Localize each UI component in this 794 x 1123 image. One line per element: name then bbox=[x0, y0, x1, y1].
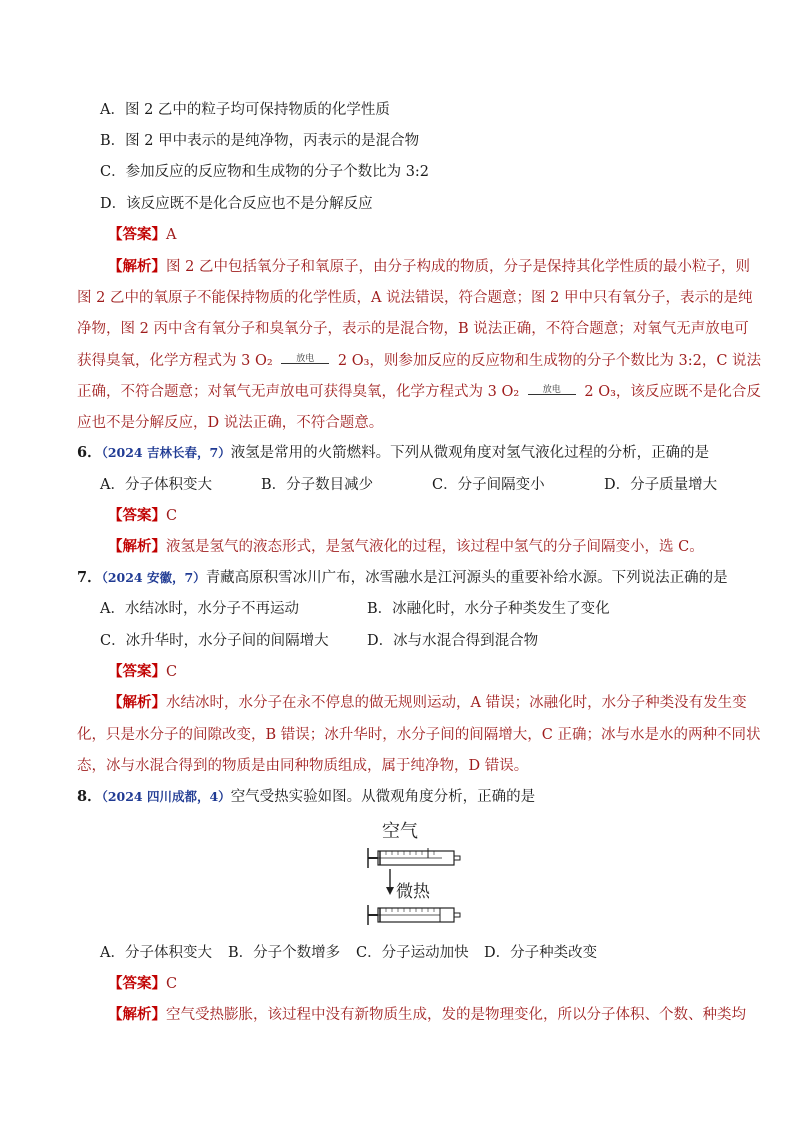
prev-option-b: B．图 2 甲中表示的是纯净物，丙表示的是混合物 bbox=[100, 133, 420, 149]
syringe-figure bbox=[360, 815, 470, 930]
q6-option-c: C．分子间隔变小 bbox=[432, 477, 545, 493]
reaction-arrow bbox=[277, 354, 333, 368]
question-8-stem bbox=[77, 786, 697, 808]
analysis-text: 水结冰时，水分子在永不停息的做无规则运动，A 错误；冰融化时，水分子种类没有发生变 bbox=[166, 695, 747, 711]
q7-option-b: B．冰融化时，水分子种类发生了变化 bbox=[367, 601, 610, 617]
answer-tag: 【答案】 bbox=[108, 663, 166, 680]
prev-answer bbox=[108, 224, 728, 246]
q6-option-d: D．分子质量增大 bbox=[604, 477, 718, 493]
q7-analysis-line-3: 态，冰与水混合得到的物质是由同种物质组成，属于纯净物，D 错误。 bbox=[77, 758, 529, 774]
answer-value: C bbox=[166, 508, 178, 524]
figure-label-heat: 微热 bbox=[396, 882, 430, 902]
prev-option-d: D．该反应既不是化合反应也不是分解反应 bbox=[100, 196, 373, 212]
figure-label-air: 空气 bbox=[382, 821, 418, 842]
q8-analysis-line-1 bbox=[108, 1004, 746, 1026]
question-text: 空气受热实验如图。从微观角度分析，正确的是 bbox=[230, 789, 536, 805]
answer-tag: 【答案】 bbox=[108, 507, 166, 524]
q7-option-a: A．水结冰时，水分子不再运动 bbox=[100, 601, 299, 617]
question-7-stem bbox=[77, 567, 728, 589]
analysis-tag: 【解析】 bbox=[108, 1006, 166, 1023]
reaction-condition: 放电 bbox=[542, 385, 561, 395]
question-number: 7． bbox=[77, 569, 102, 586]
equation-left: 正确，不符合题意；对氧气无声放电可获得臭氧，化学方程式为 3 O₂ bbox=[77, 384, 520, 400]
prev-analysis-line-3: 净物，图 2 丙中含有氧分子和臭氧分子，表示的是混合物，B 说法正确，不符合题意；对氧气无声放电可 bbox=[77, 321, 749, 337]
equation-left: 获得臭氧，化学方程式为 3 O₂ bbox=[77, 353, 273, 369]
answer-tag: 【答案】 bbox=[108, 226, 166, 243]
prev-analysis-line-2: 图 2 乙中的氧原子不能保持物质的化学性质，A 说法错误，符合题意；图 2 甲中只有氧分子，表示的是纯 bbox=[77, 290, 753, 306]
q7-analysis-line-2: 化，只是水分子的间隙改变，B 错误；冰升华时，水分子间的间隔增大，C 正确；冰与水是水的两种不同状 bbox=[77, 727, 761, 743]
q6-answer bbox=[108, 505, 728, 527]
equation-right: 2 O₃，该反应既不是化合反 bbox=[584, 384, 761, 400]
question-source: （2024 吉林长春，7） bbox=[101, 445, 231, 460]
q8-option-c: C．分子运动加快 bbox=[356, 945, 469, 961]
question-number: 8． bbox=[77, 788, 102, 805]
answer-value: C bbox=[166, 664, 178, 680]
q8-option-b: B．分子个数增多 bbox=[228, 945, 341, 961]
q6-analysis bbox=[108, 536, 728, 558]
question-source: （2024 四川成都，4） bbox=[101, 789, 231, 804]
q8-option-a: A．分子体积变大 bbox=[100, 945, 212, 961]
q8-answer bbox=[108, 973, 728, 995]
answer-tag: 【答案】 bbox=[108, 975, 166, 992]
equation-right: 2 O₃，则参加反应的反应物和生成物的分子个数比为 3:2，C 说法 bbox=[337, 353, 762, 369]
question-text: 青藏高原积雪冰川广布，冰雪融水是江河源头的重要补给水源。下列说法正确的是 bbox=[205, 570, 728, 586]
analysis-text: 液氢是氢气的液态形式，是氢气液化的过程，该过程中氢气的分子间隔变小，选 C。 bbox=[166, 539, 704, 555]
prev-option-c: C．参加反应的反应物和生成物的分子个数比为 3:2 bbox=[100, 164, 430, 180]
reaction-arrow bbox=[524, 385, 580, 399]
q7-answer bbox=[108, 661, 728, 683]
question-6-stem bbox=[77, 442, 710, 464]
analysis-tag: 【解析】 bbox=[108, 258, 166, 275]
answer-value: A bbox=[166, 227, 177, 243]
q8-option-d: D．分子种类改变 bbox=[484, 945, 598, 961]
prev-analysis-line-4 bbox=[77, 350, 762, 372]
question-text: 液氢是常用的火箭燃料。下列从微观角度对氢气液化过程的分析，正确的是 bbox=[230, 445, 710, 461]
syringe-top bbox=[368, 848, 460, 868]
reaction-condition: 放电 bbox=[296, 354, 315, 364]
syringe-bottom bbox=[368, 905, 460, 925]
question-source: （2024 安徽，7） bbox=[101, 570, 206, 585]
q6-option-a: A．分子体积变大 bbox=[100, 477, 212, 493]
answer-value: C bbox=[166, 976, 178, 992]
q7-analysis-line-1 bbox=[108, 692, 747, 714]
prev-analysis-line-6: 应也不是分解反应，D 说法正确，不符合题意。 bbox=[77, 415, 384, 431]
q6-option-b: B．分子数目减少 bbox=[261, 477, 374, 493]
q7-option-c: C．冰升华时，水分子间的间隔增大 bbox=[100, 633, 329, 649]
question-number: 6． bbox=[77, 444, 102, 461]
q7-option-d: D．冰与水混合得到混合物 bbox=[367, 633, 539, 649]
prev-analysis-line-1 bbox=[108, 256, 750, 278]
prev-analysis-line-5 bbox=[77, 381, 761, 403]
analysis-text: 图 2 乙中包括氧分子和氧原子，由分子构成的物质，分子是保持其化学性质的最小粒子，则 bbox=[166, 259, 750, 275]
analysis-text: 空气受热膨胀，该过程中没有新物质生成，发的是物理变化，所以分子体积、个数、种类均 bbox=[166, 1007, 746, 1023]
prev-option-a: A．图 2 乙中的粒子均可保持物质的化学性质 bbox=[100, 102, 390, 118]
analysis-tag: 【解析】 bbox=[108, 538, 166, 555]
analysis-tag: 【解析】 bbox=[108, 694, 166, 711]
